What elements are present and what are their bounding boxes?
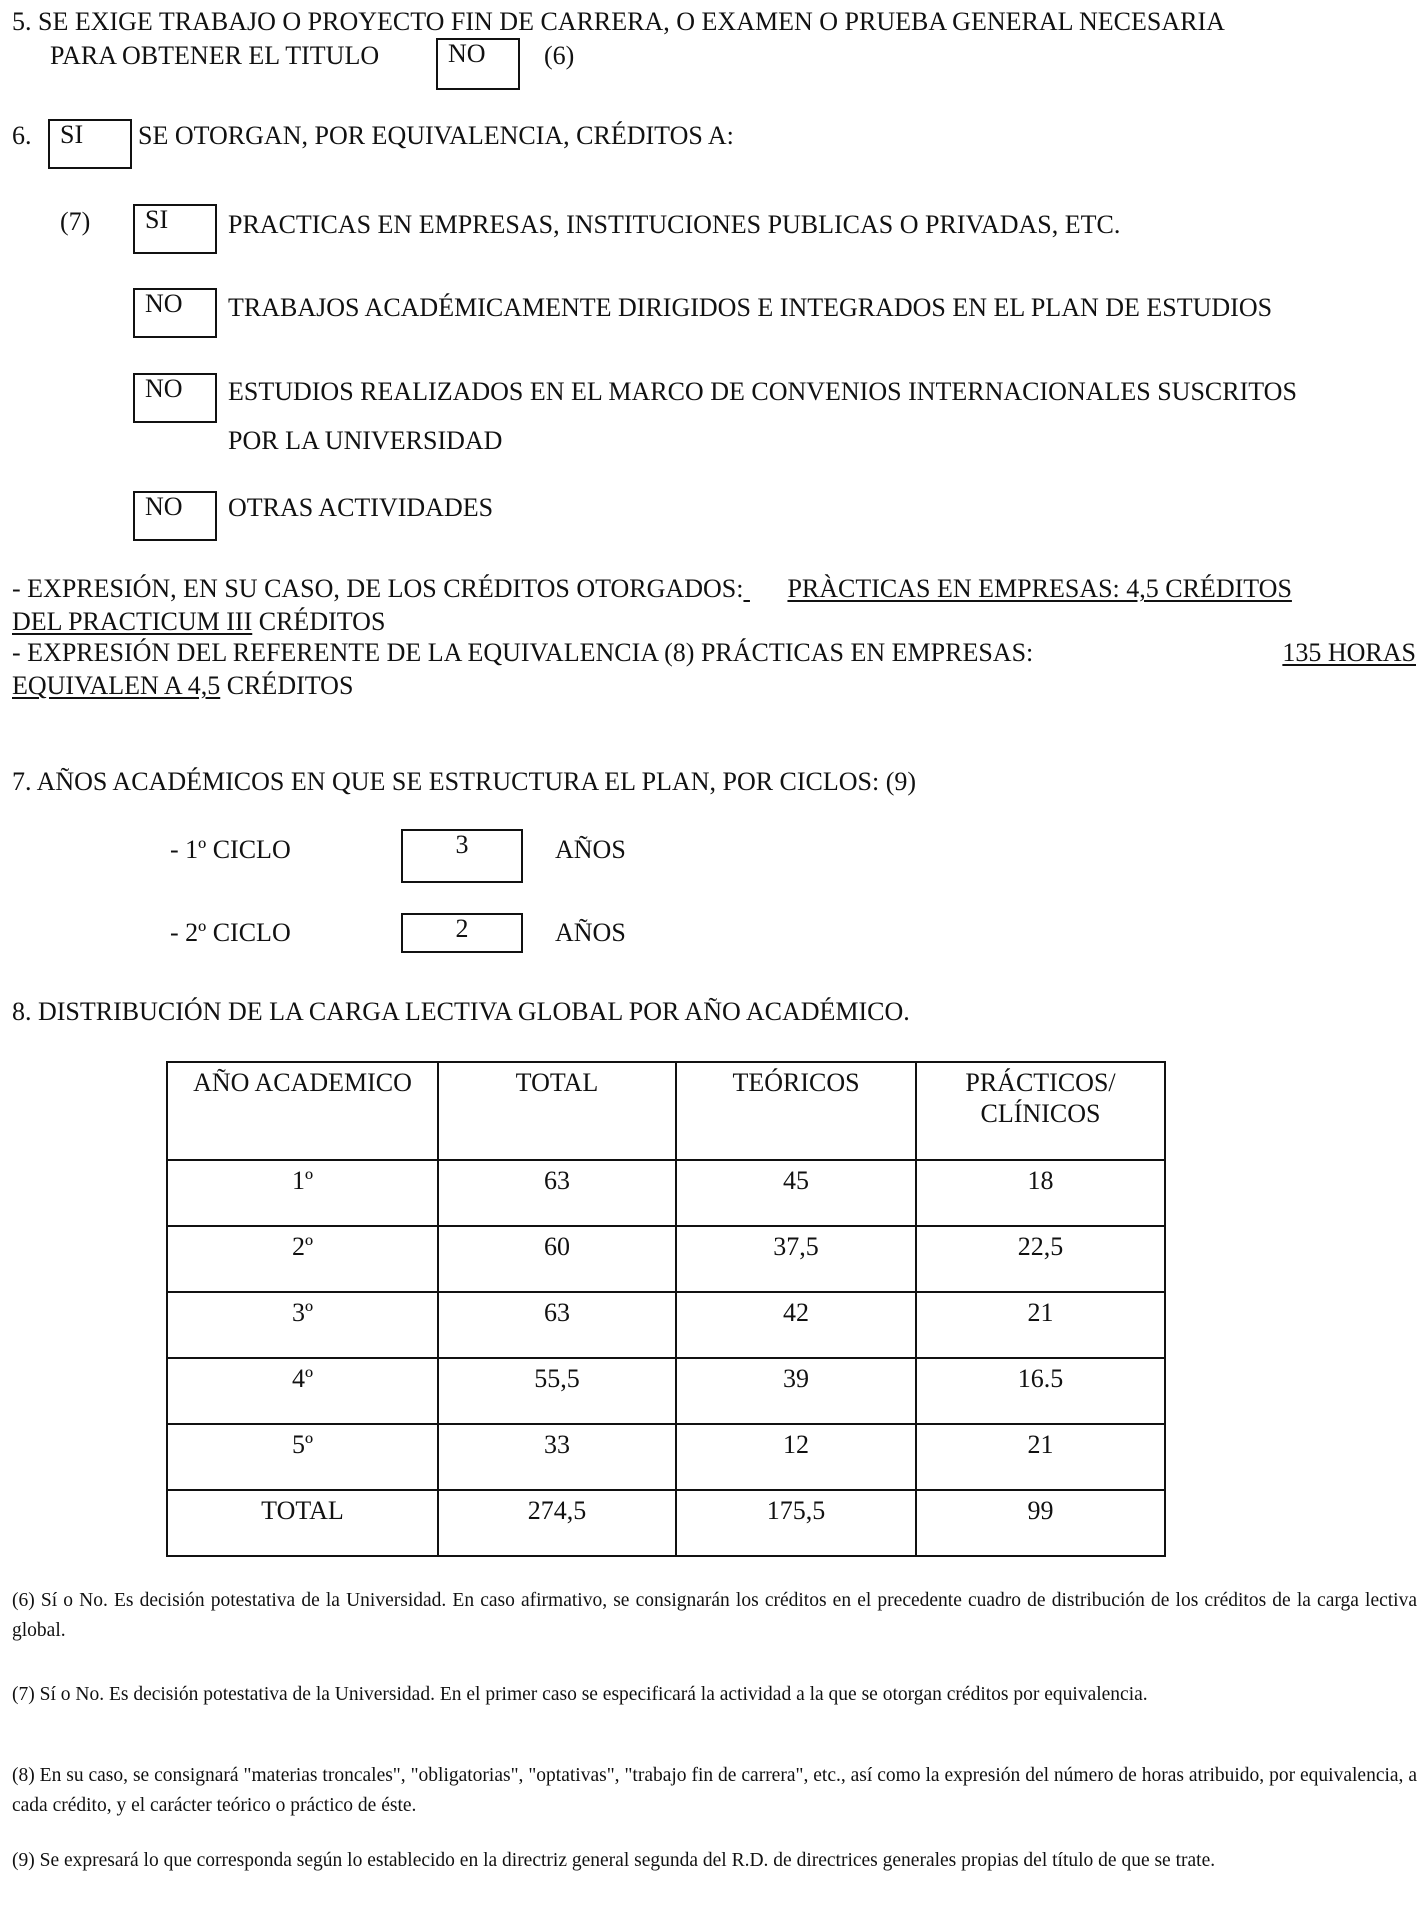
option-estudios-box — [133, 373, 217, 423]
table-row — [167, 1160, 1165, 1226]
table-row — [167, 1424, 1165, 1490]
cycle2-years: 2 — [455, 914, 469, 943]
cycle2-years-box — [401, 913, 523, 953]
cell-practicos: 22,5 — [916, 1226, 1165, 1292]
cell-teoricos: 175,5 — [676, 1490, 916, 1556]
cell-teoricos: 45 — [676, 1160, 916, 1226]
cell-practicos: 21 — [916, 1424, 1165, 1490]
cycle1-label: - 1º CICLO — [170, 835, 291, 864]
cell-teoricos: 37,5 — [676, 1226, 916, 1292]
item5-line2: PARA OBTENER EL TITULO — [50, 41, 380, 70]
cell-ano: 3º — [167, 1292, 438, 1358]
cell-total: 63 — [438, 1160, 676, 1226]
cycle2-label: - 2º CICLO — [170, 918, 291, 947]
referente-tail: CRÉDITOS — [220, 671, 354, 700]
cell-teoricos: 42 — [676, 1292, 916, 1358]
item6-text: SE OTORGAN, POR EQUIVALENCIA, CRÉDITOS A: — [138, 121, 734, 150]
expresion-creditos — [12, 572, 1416, 638]
option-estudios-text: ESTUDIOS REALIZADOS EN EL MARCO DE CONVENIOS INTERNACIONALES SUSCRITOS — [228, 377, 1297, 406]
header-practicos: PRÁCTICOS/ CLÍNICOS — [916, 1062, 1165, 1160]
cycle1-years-box — [401, 829, 523, 883]
header-total: TOTAL — [438, 1062, 676, 1160]
option-trabajos-box — [133, 288, 217, 338]
option-otras-answer: NO — [145, 492, 183, 521]
option-otras-text: OTRAS ACTIVIDADES — [228, 493, 494, 522]
cell-total: 33 — [438, 1424, 676, 1490]
table-row — [167, 1292, 1165, 1358]
referente-line — [12, 637, 1416, 668]
cell-practicos: 18 — [916, 1160, 1165, 1226]
footnote-8: (8) En su caso, se consignará "materias troncales", "obligatorias", "optativas", "trabajo fin de carrera", etc., así como la expresión del número de horas atribuido, por equivalencia, a cada crédito, y el carácter teórico o práctico de éste. — [12, 1765, 1417, 1816]
expresion-blank — [743, 572, 787, 605]
option-practicas-answer: SI — [145, 205, 169, 234]
item6-number: 6. — [12, 121, 32, 150]
item5-answer-box — [436, 38, 520, 90]
cell-total: 274,5 — [438, 1490, 676, 1556]
cell-practicos: 21 — [916, 1292, 1165, 1358]
option-estudios-answer: NO — [145, 374, 183, 403]
table-row — [167, 1226, 1165, 1292]
header-ano: AÑO ACADEMICO — [167, 1062, 438, 1160]
cycle2-unit: AÑOS — [555, 918, 626, 947]
item7-title: 7. AÑOS ACADÉMICOS EN QUE SE ESTRUCTURA EL PLAN, POR CICLOS: (9) — [12, 767, 917, 796]
footnote-6: (6) Sí o No. Es decisión potestativa de la Universidad. En caso afirmativo, se consignarán los créditos en el precedente cuadro de distribución de los créditos de la carga lectiva global. — [12, 1590, 1417, 1641]
cell-ano: 2º — [167, 1226, 438, 1292]
cell-teoricos: 12 — [676, 1424, 916, 1490]
item6-note: (7) — [60, 207, 91, 236]
option-practicas-text: PRACTICAS EN EMPRESAS, INSTITUCIONES PUBLICAS O PRIVADAS, ETC. — [228, 210, 1121, 239]
referente-label: - EXPRESIÓN DEL REFERENTE DE LA EQUIVALENCIA (8) PRÁCTICAS EN EMPRESAS: — [12, 638, 1034, 667]
expresion-value: PRÀCTICAS EN EMPRESAS: 4,5 CRÉDITOS — [787, 574, 1292, 603]
cycle1-unit: AÑOS — [555, 835, 626, 864]
referente-cont-line — [12, 670, 353, 701]
cell-total: 63 — [438, 1292, 676, 1358]
item6-answer: SI — [60, 120, 84, 149]
cell-ano: 5º — [167, 1424, 438, 1490]
expresion-label: - EXPRESIÓN, EN SU CASO, DE LOS CRÉDITOS OTORGADOS: — [12, 574, 744, 603]
option-practicas-box — [133, 204, 217, 254]
item8-title: 8. DISTRIBUCIÓN DE LA CARGA LECTIVA GLOBAL POR AÑO ACADÉMICO. — [12, 997, 910, 1026]
footnote-7: (7) Sí o No. Es decisión potestativa de la Universidad. En el primer caso se especificará la actividad a la que se otorgan créditos por equivalencia. — [12, 1684, 1148, 1705]
table-total-row — [167, 1490, 1165, 1556]
table-row — [167, 1358, 1165, 1424]
referente-value: 135 HORAS — [1282, 638, 1416, 667]
item5-answer: NO — [448, 39, 486, 68]
footnote-9: (9) Se expresará lo que corresponda según lo establecido en la directriz general segunda del R.D. de directrices generales propias del título de que se trate. — [12, 1850, 1216, 1871]
expresion-cont: DEL PRACTICUM III — [12, 607, 253, 636]
cell-teoricos: 39 — [676, 1358, 916, 1424]
cell-ano: 1º — [167, 1160, 438, 1226]
table-header-row — [167, 1062, 1165, 1160]
cycle1-years: 3 — [455, 830, 469, 859]
carga-lectiva-table — [166, 1061, 1166, 1557]
referente-cont: EQUIVALEN A 4,5 — [12, 671, 221, 700]
option-trabajos-answer: NO — [145, 289, 183, 318]
cell-total: 60 — [438, 1226, 676, 1292]
option-trabajos-text: TRABAJOS ACADÉMICAMENTE DIRIGIDOS E INTEGRADOS EN EL PLAN DE ESTUDIOS — [228, 293, 1273, 322]
cell-practicos: 16.5 — [916, 1358, 1165, 1424]
item5-note: (6) — [544, 41, 575, 70]
cell-practicos: 99 — [916, 1490, 1165, 1556]
item6-answer-box — [48, 119, 132, 169]
header-teoricos: TEÓRICOS — [676, 1062, 916, 1160]
item5-line1: 5. SE EXIGE TRABAJO O PROYECTO FIN DE CARRERA, O EXAMEN O PRUEBA GENERAL NECESARIA — [12, 7, 1225, 36]
option-estudios-text2: POR LA UNIVERSIDAD — [228, 426, 503, 455]
cell-total: 55,5 — [438, 1358, 676, 1424]
cell-ano: TOTAL — [167, 1490, 438, 1556]
expresion-tail: CRÉDITOS — [252, 607, 386, 636]
cell-ano: 4º — [167, 1358, 438, 1424]
option-otras-box — [133, 491, 217, 541]
